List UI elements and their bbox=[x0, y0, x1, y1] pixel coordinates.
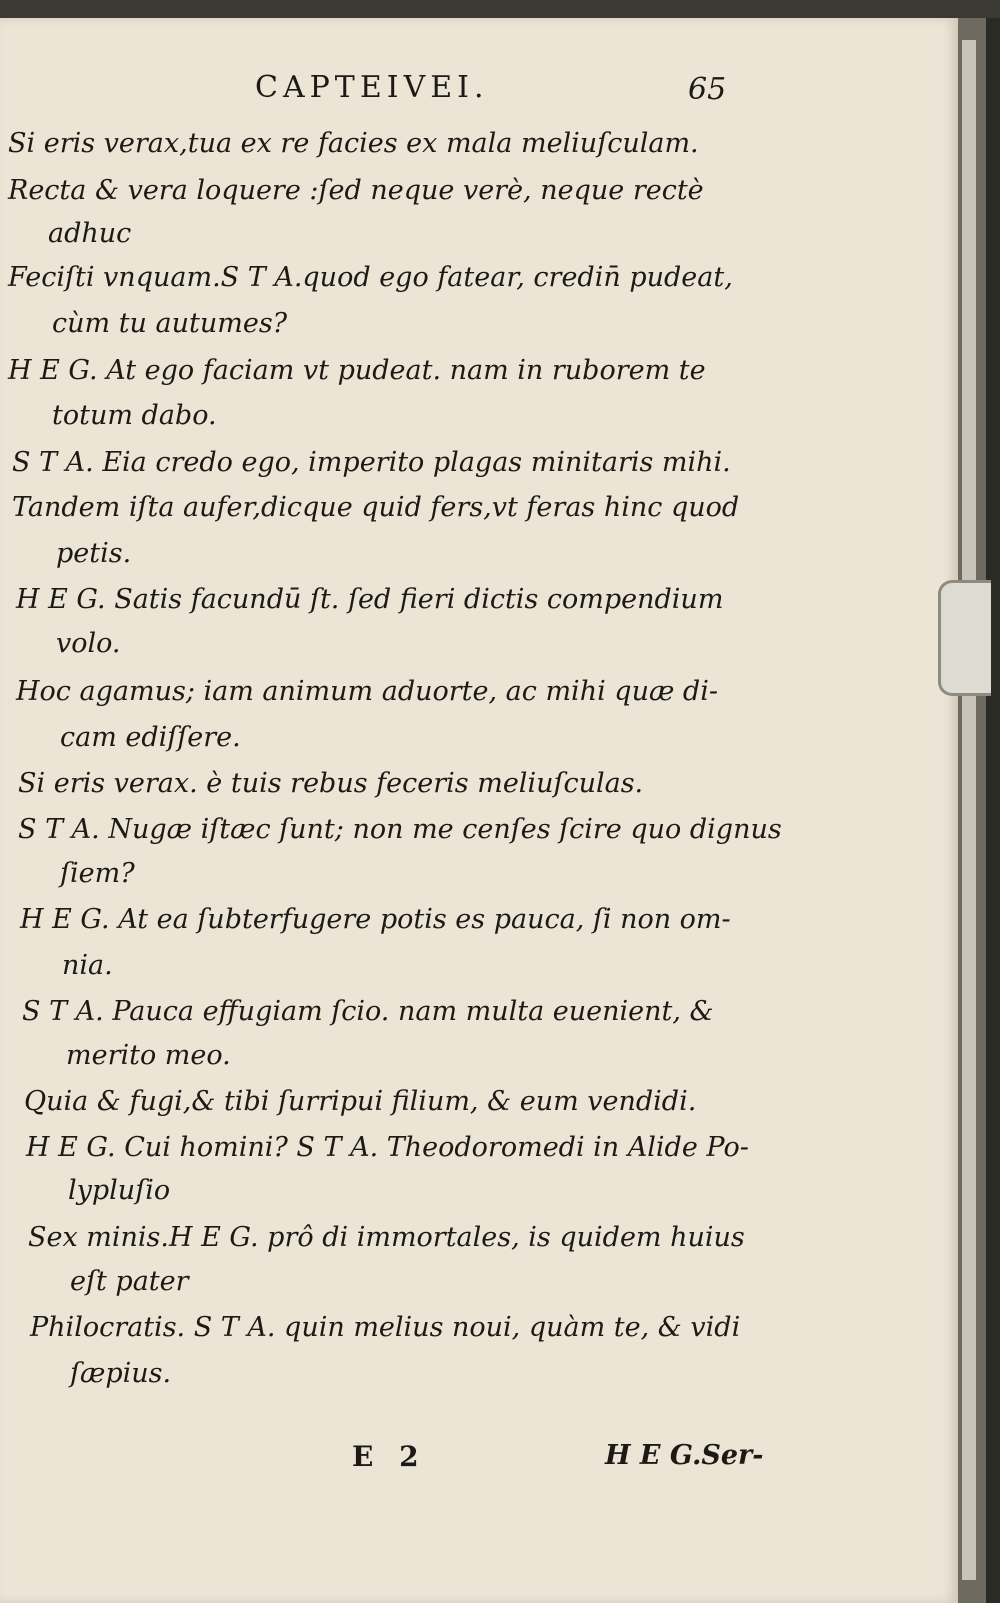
text-line: Philocratis. S T A. quin melius noui, quàm te, & vidi bbox=[30, 1312, 741, 1343]
text-line: nia. bbox=[62, 950, 113, 981]
catchword: H E G.Ser- bbox=[605, 1440, 764, 1471]
text-line: H E G. At ego faciam vt pudeat. nam in ruborem te bbox=[8, 355, 706, 386]
text-line: S T A. Pauca effugiam ſcio. nam multa euenient, & bbox=[22, 996, 714, 1027]
text-line: eſt pater bbox=[70, 1266, 189, 1297]
page-edges bbox=[962, 40, 976, 1580]
text-line: H E G. Cui homini? S T A. Theodoromedi in Alide Po- bbox=[26, 1132, 749, 1163]
text-line: S T A. Eia credo ego, imperito plagas minitaris mihi. bbox=[12, 447, 731, 478]
text-line: lypluſio bbox=[68, 1175, 171, 1206]
text-line: ſæpius. bbox=[70, 1358, 172, 1389]
text-line: Sex minis.H E G. prô di immortales, is quidem huius bbox=[28, 1222, 745, 1253]
text-line: volo. bbox=[56, 628, 121, 659]
text-line: H E G. At ea ſubterfugere potis es pauca, ſi non om- bbox=[20, 904, 731, 935]
text-line: S T A. Nugæ iſtæc ſunt; non me cenſes ſcire quo dignus bbox=[18, 814, 782, 845]
text-line: merito meo. bbox=[66, 1040, 231, 1071]
text-line: cùm tu autumes? bbox=[52, 308, 288, 339]
text-line: Recta & vera loquere :ſed neque verè, neque rectè bbox=[8, 175, 704, 206]
text-line: Hoc agamus; iam animum aduorte, ac mihi quæ di- bbox=[16, 676, 718, 707]
text-line: totum dabo. bbox=[52, 400, 217, 431]
text-line: ſiem? bbox=[60, 858, 135, 889]
text-line: Feciſti vnquam.S T A.quod ego fatear, credin̄ pudeat, bbox=[8, 262, 733, 293]
text-line: Tandem iſta aufer,dicque quid fers,vt feras hinc quod bbox=[12, 492, 740, 523]
text-line: petis. bbox=[56, 538, 132, 569]
signature-mark: E 2 bbox=[352, 1440, 427, 1473]
text-line: adhuc bbox=[48, 218, 132, 249]
text-line: H E G. Satis facundū ſt. ſed fieri dictis compendium bbox=[16, 584, 724, 615]
page-number: 65 bbox=[688, 72, 727, 107]
text-line: cam ediſſere. bbox=[60, 722, 241, 753]
text-line: Si eris verax. è tuis rebus feceris meliuſculas. bbox=[18, 768, 644, 799]
text-line: Quia & fugi,& tibi ſurripui filium, & eum vendidi. bbox=[24, 1086, 697, 1117]
running-head: CAPTEIVEI. bbox=[255, 70, 489, 105]
text-line: Si eris verax,tua ex re facies ex mala meliuſculam. bbox=[8, 128, 699, 159]
